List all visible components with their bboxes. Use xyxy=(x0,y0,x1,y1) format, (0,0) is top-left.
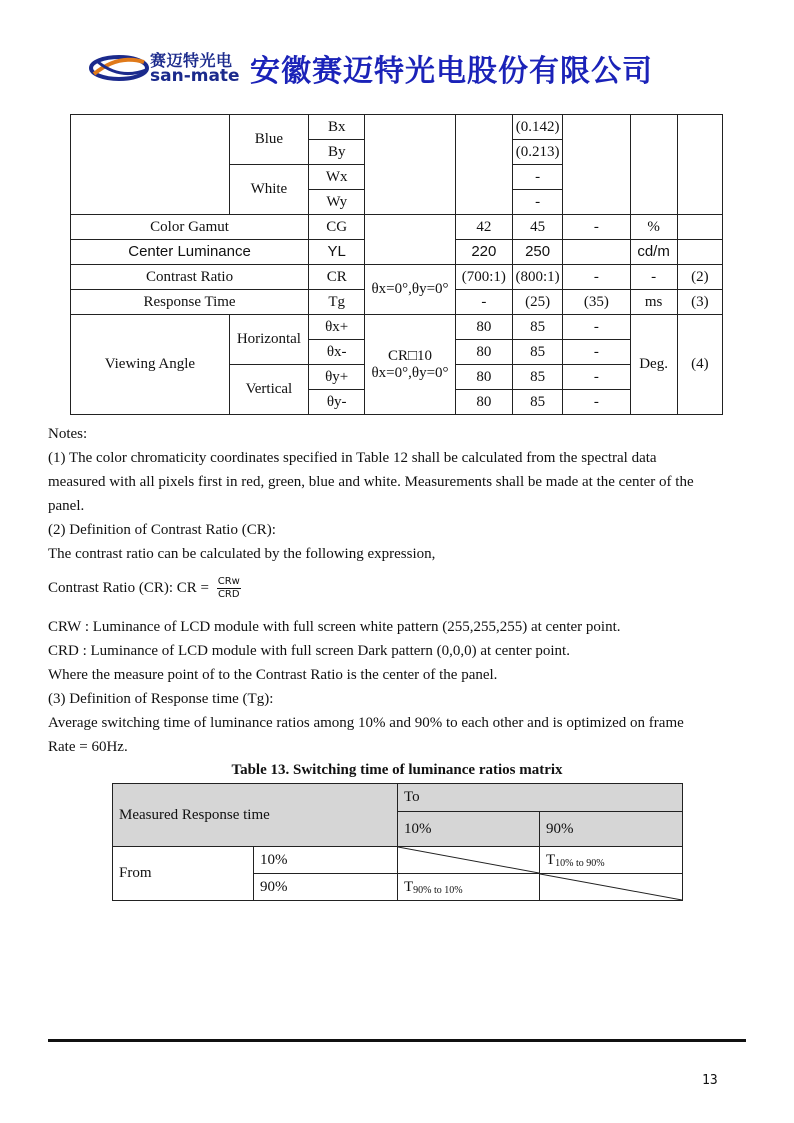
response-time-min: - xyxy=(455,290,512,315)
col-90-label: 90% xyxy=(540,812,683,847)
va-max: - xyxy=(563,315,630,340)
va-typ: 85 xyxy=(512,315,562,340)
measure-point-text: Where the measure point of to the Contrast Ratio is the center of the panel. xyxy=(48,667,498,683)
contrast-condition: θx=0°,θy=0° xyxy=(365,265,455,315)
crd-definition: CRD : Luminance of LCD module with full screen Dark pattern (0,0,0) at center point. xyxy=(48,643,570,659)
wx-symbol: Wx xyxy=(309,165,365,190)
horizontal-label: Horizontal xyxy=(229,315,308,365)
va-typ: 85 xyxy=(512,365,562,390)
t-subscript: 10% to 90% xyxy=(555,857,605,869)
contrast-ratio-symbol: CR xyxy=(309,265,365,290)
footer-divider xyxy=(48,1039,746,1042)
contrast-ratio-typ: (800:1) xyxy=(512,265,562,290)
va-min: 80 xyxy=(455,365,512,390)
viewing-angle-note: (4) xyxy=(677,315,722,415)
t-90-to-10 xyxy=(398,874,540,901)
diagonal-line xyxy=(540,874,682,900)
va-typ: 85 xyxy=(512,340,562,365)
t-main: T xyxy=(546,851,556,868)
blank-cell xyxy=(630,115,677,215)
bx-symbol: Bx xyxy=(309,115,365,140)
color-gamut-label: Color Gamut xyxy=(71,215,309,240)
va-condition-line1: CR□10 xyxy=(387,348,433,364)
va-symbol: θy- xyxy=(309,390,365,415)
blank-cell xyxy=(71,115,230,215)
center-luminance-unit: cd/m xyxy=(630,240,677,265)
va-max: - xyxy=(563,340,630,365)
va-symbol: θx- xyxy=(309,340,365,365)
viewing-angle-unit: Deg. xyxy=(630,315,677,415)
color-gamut-max: - xyxy=(563,215,630,240)
note3-line1: Average switching time of luminance ratios among 10% and 90% to each other and is optimized on frame xyxy=(48,715,684,731)
response-time-unit: ms xyxy=(630,290,677,315)
t-10-to-90 xyxy=(540,847,683,874)
diagonal-cell xyxy=(540,874,683,901)
white-label: White xyxy=(229,165,308,215)
blank-cell xyxy=(365,215,455,265)
company-name: 安徽赛迈特光电股份有限公司 xyxy=(250,54,653,89)
note2-heading: (2) Definition of Contrast Ratio (CR): xyxy=(48,522,276,538)
blank-cell xyxy=(677,115,722,215)
center-luminance-symbol: YL xyxy=(309,240,365,265)
wx-typ: - xyxy=(512,165,562,190)
viewing-angle-label: Viewing Angle xyxy=(71,315,230,415)
blank-cell xyxy=(563,240,630,265)
logo-chinese-text: 赛迈特光电 xyxy=(150,51,233,70)
from-label: From xyxy=(113,847,254,901)
color-gamut-symbol: CG xyxy=(309,215,365,240)
formula-denominator: CRD xyxy=(217,589,240,600)
optical-spec-table xyxy=(70,114,723,415)
va-min: 80 xyxy=(455,340,512,365)
by-typ: (0.213) xyxy=(512,140,562,165)
va-symbol: θx+ xyxy=(309,315,365,340)
note3-heading: (3) Definition of Response time (Tg): xyxy=(48,691,274,707)
row-10-label: 10% xyxy=(254,847,398,874)
response-time-symbol: Tg xyxy=(309,290,365,315)
note1-line2: measured with all pixels first in red, green, blue and white. Measurements shall be made at the center of the xyxy=(48,474,694,490)
response-time-label: Response Time xyxy=(71,290,309,315)
va-condition-line2: θx=0°,θy=0° xyxy=(371,364,449,381)
center-luminance-min: 220 xyxy=(455,240,512,265)
va-max: - xyxy=(563,365,630,390)
va-min: 80 xyxy=(455,315,512,340)
row-90-label: 90% xyxy=(254,874,398,901)
contrast-ratio-unit: - xyxy=(630,265,677,290)
blank-cell xyxy=(677,215,722,240)
blue-label: Blue xyxy=(229,115,308,165)
t-main: T xyxy=(404,878,414,895)
switching-time-table xyxy=(112,783,683,901)
blank-cell xyxy=(563,115,630,215)
color-gamut-unit: % xyxy=(630,215,677,240)
notes-heading: Notes: xyxy=(48,426,88,442)
wy-typ: - xyxy=(512,190,562,215)
blank-cell xyxy=(677,240,722,265)
va-max: - xyxy=(563,390,630,415)
note1-line3: panel. xyxy=(48,498,85,514)
note2-text: The contrast ratio can be calculated by the following expression, xyxy=(48,546,436,562)
to-label: To xyxy=(398,784,683,812)
logo-english-text: san-mate xyxy=(150,66,240,86)
by-symbol: By xyxy=(309,140,365,165)
response-time-typ: (25) xyxy=(512,290,562,315)
formula-fraction xyxy=(217,576,241,601)
table13-title: Table 13. Switching time of luminance ratios matrix xyxy=(231,762,563,778)
diagonal-cell xyxy=(398,847,540,874)
formula-numerator: CRw xyxy=(217,576,240,587)
bx-typ: (0.142) xyxy=(512,115,562,140)
response-time-note: (3) xyxy=(677,290,722,315)
wy-symbol: Wy xyxy=(309,190,365,215)
page-number: 13 xyxy=(702,1073,718,1088)
blank-cell xyxy=(365,115,455,215)
viewing-angle-condition xyxy=(365,315,455,415)
t-subscript: 90% to 10% xyxy=(413,884,463,896)
col-10-label: 10% xyxy=(398,812,540,847)
note1-line1: (1) The color chromaticity coordinates specified in Table 12 shall be calculated from the spectral data xyxy=(48,450,657,466)
measured-response-label: Measured Response time xyxy=(113,784,398,847)
contrast-ratio-min: (700:1) xyxy=(455,265,512,290)
contrast-ratio-max: - xyxy=(563,265,630,290)
va-typ: 85 xyxy=(512,390,562,415)
note3-line2: Rate = 60Hz. xyxy=(48,739,128,755)
vertical-label: Vertical xyxy=(229,365,308,415)
contrast-ratio-label: Contrast Ratio xyxy=(71,265,309,290)
va-symbol: θy+ xyxy=(309,365,365,390)
contrast-ratio-note: (2) xyxy=(677,265,722,290)
logo-swirl-icon xyxy=(88,44,150,90)
center-luminance-label: Center Luminance xyxy=(71,240,309,265)
formula-prefix: Contrast Ratio (CR): CR = xyxy=(48,579,209,596)
va-min: 80 xyxy=(455,390,512,415)
crw-definition: CRW : Luminance of LCD module with full screen white pattern (255,255,255) at center point. xyxy=(48,619,621,635)
blank-cell xyxy=(455,115,512,215)
contrast-formula xyxy=(48,576,241,601)
color-gamut-typ: 45 xyxy=(512,215,562,240)
center-luminance-typ: 250 xyxy=(512,240,562,265)
response-time-max: (35) xyxy=(563,290,630,315)
diagonal-line xyxy=(398,847,539,873)
color-gamut-min: 42 xyxy=(455,215,512,240)
